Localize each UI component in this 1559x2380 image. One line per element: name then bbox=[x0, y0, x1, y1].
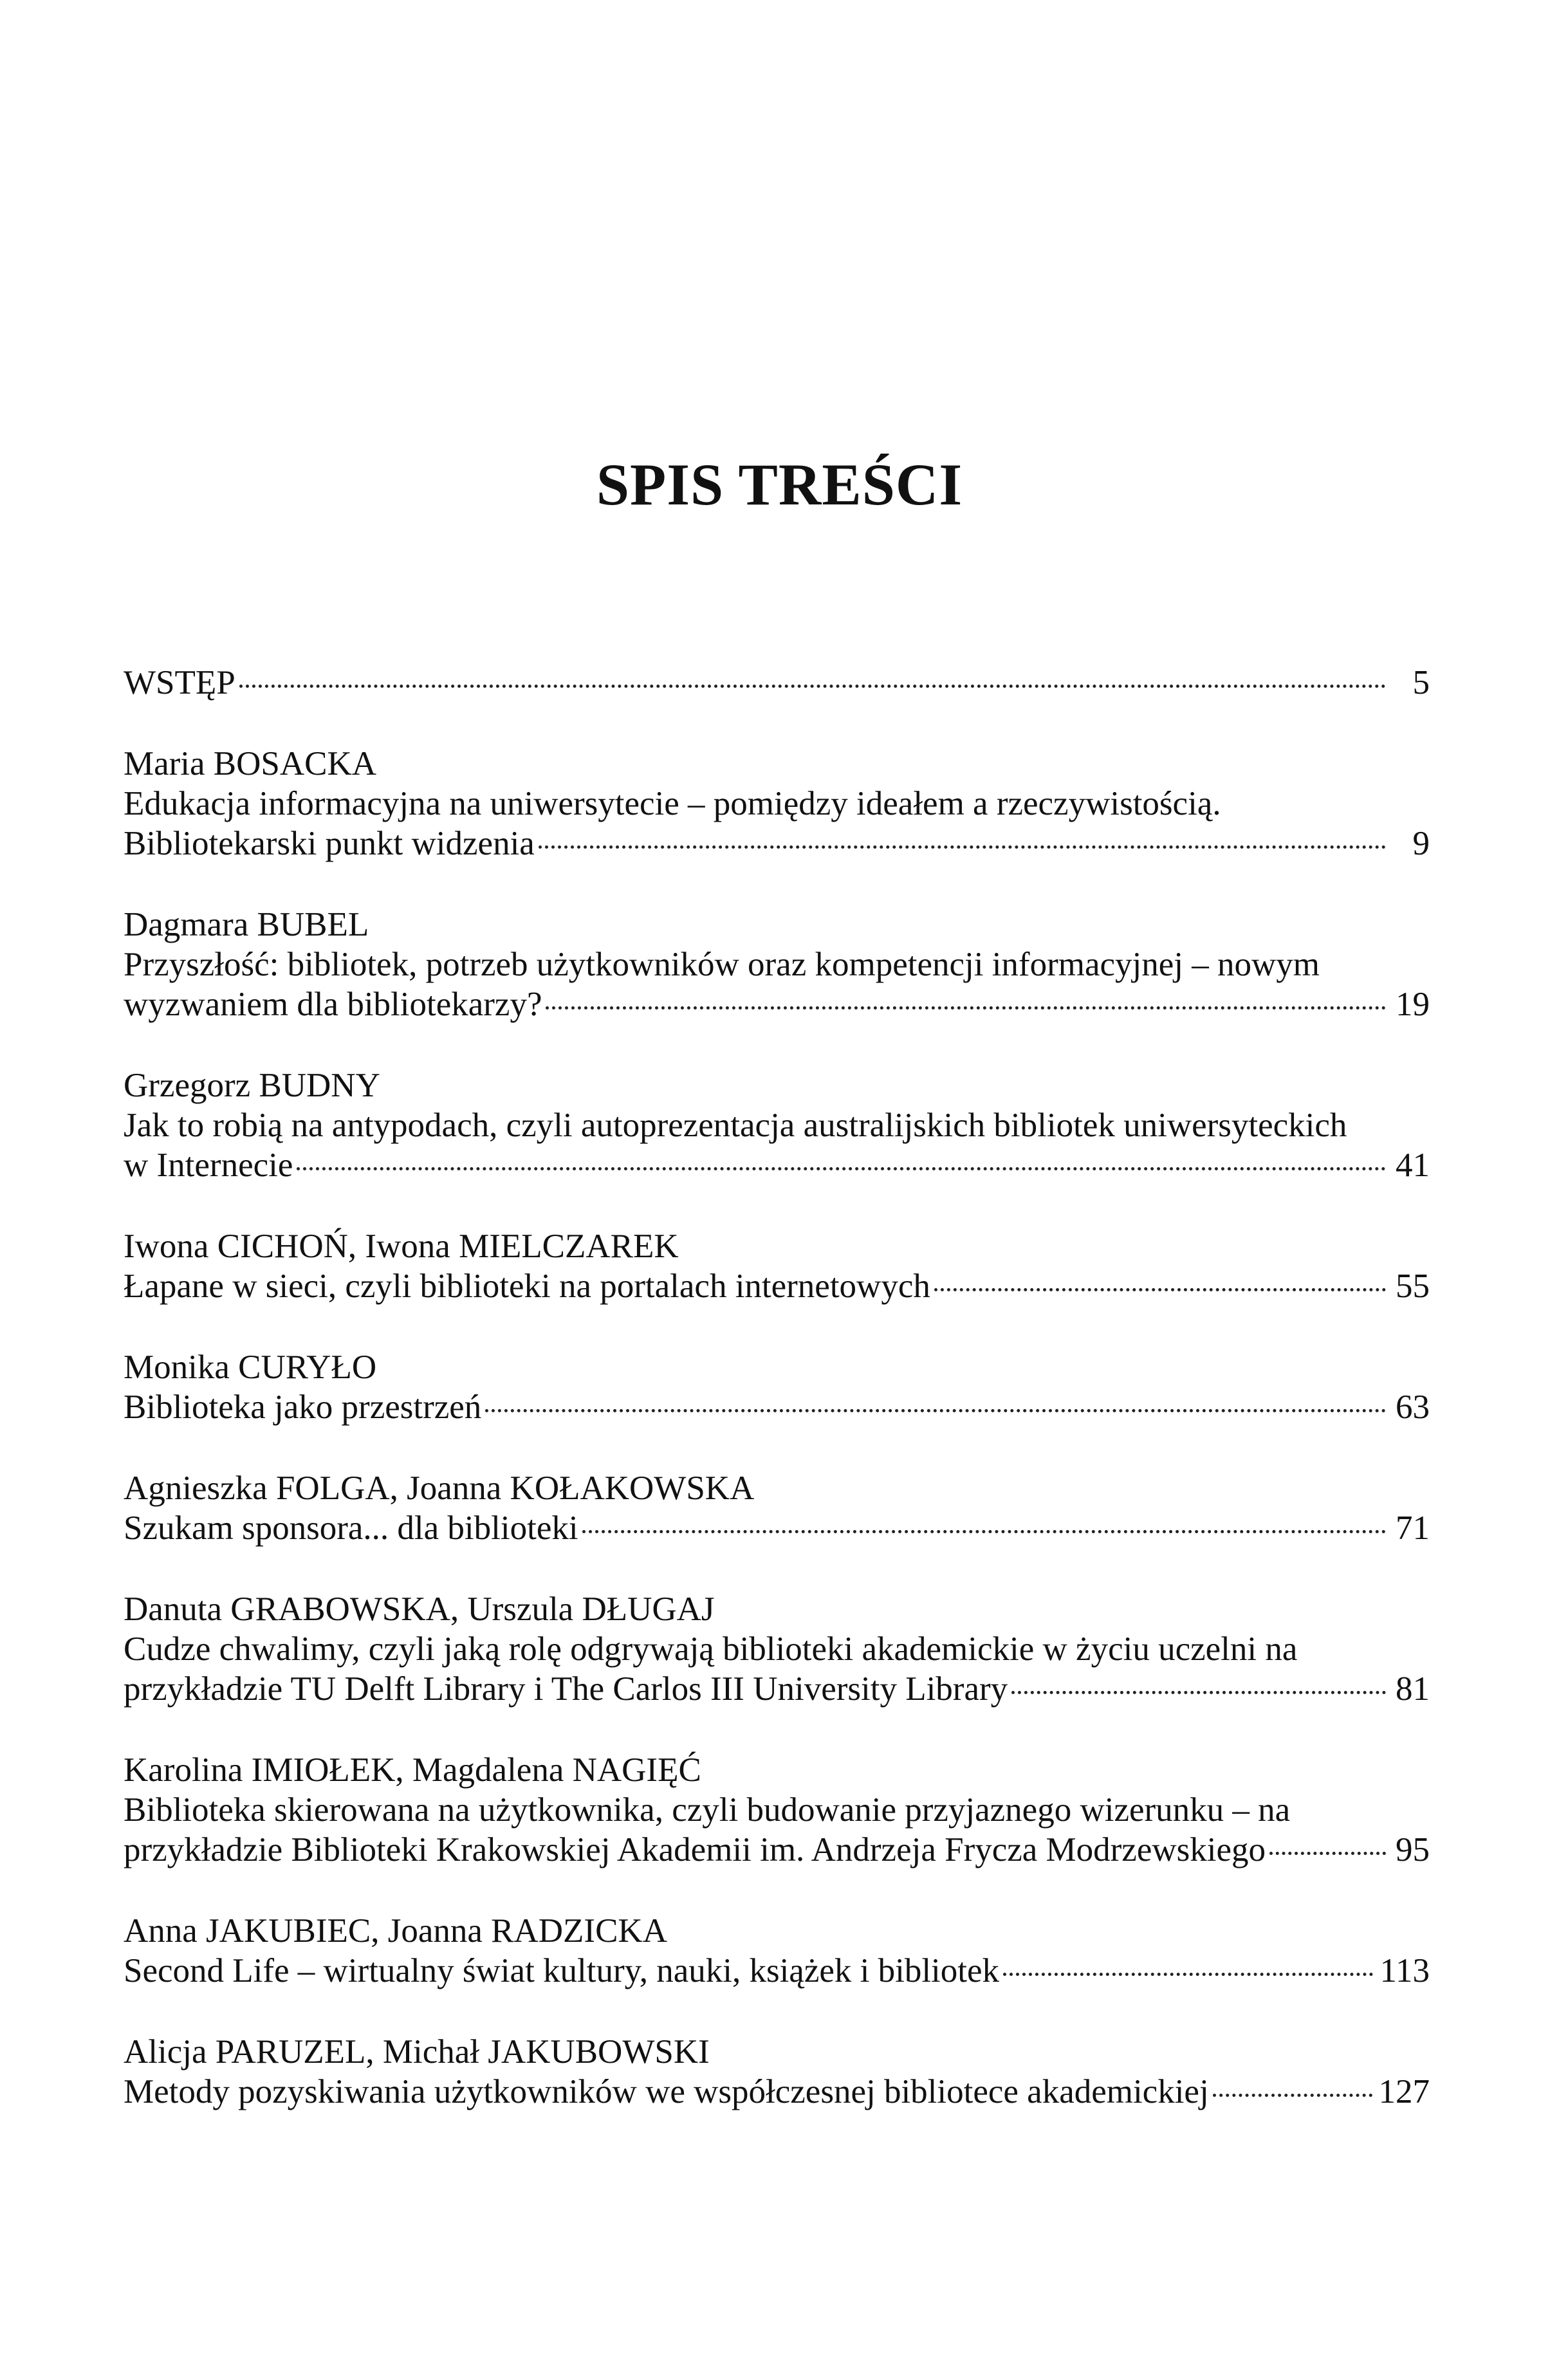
toc-page-number: 127 bbox=[1378, 2073, 1430, 2110]
toc-entry-title-line: Edukacja informacyjna na uniwersytecie – pomiędzy ideałem a rzeczywistością. bbox=[124, 785, 1221, 822]
toc-entry-author: Anna JAKUBIEC, Joanna RADZICKA bbox=[124, 1912, 667, 1950]
dot-leader bbox=[1011, 1691, 1386, 1694]
toc-entry-title: WSTĘP bbox=[124, 664, 235, 701]
dot-leader bbox=[297, 1167, 1386, 1170]
dot-leader bbox=[1003, 1973, 1373, 1976]
toc-entry-title: Metody pozyskiwania użytkowników we współczesnej bibliotece akademickiej bbox=[124, 2073, 1209, 2110]
dot-leader bbox=[1269, 1852, 1386, 1855]
table-of-contents bbox=[124, 663, 1430, 2112]
toc-entry-author: Agnieszka FOLGA, Joanna KOŁAKOWSKA bbox=[124, 1470, 755, 1507]
dot-leader bbox=[934, 1288, 1386, 1291]
toc-entry bbox=[124, 905, 1430, 1024]
toc-entry-title-line: Cudze chwalimy, czyli jaką rolę odgrywają biblioteki akademickie w życiu uczelni na bbox=[124, 1630, 1298, 1668]
page-title: SPIS TREŚCI bbox=[596, 452, 963, 517]
toc-page-number: 71 bbox=[1396, 1509, 1430, 1547]
toc-entry bbox=[124, 1750, 1430, 1870]
toc-entry-final-line bbox=[124, 663, 1430, 703]
toc-page-number: 19 bbox=[1396, 986, 1430, 1023]
toc-entry-final-line bbox=[124, 1951, 1430, 1991]
toc-page-number: 95 bbox=[1396, 1831, 1430, 1868]
dot-leader bbox=[1213, 2094, 1372, 2097]
dot-leader bbox=[485, 1409, 1386, 1412]
toc-entry-final-line bbox=[124, 1387, 1430, 1427]
toc-page-number: 5 bbox=[1412, 664, 1430, 701]
toc-entry-title: Biblioteka jako przestrzeń bbox=[124, 1388, 482, 1426]
toc-entry-author: Karolina IMIOŁEK, Magdalena NAGIĘĆ bbox=[124, 1751, 701, 1789]
toc-entry-author: Iwona CICHOŃ, Iwona MIELCZAREK bbox=[124, 1228, 679, 1265]
toc-entry bbox=[124, 1911, 1430, 1991]
toc-entry bbox=[124, 1347, 1430, 1427]
toc-entry-title: przykładzie Biblioteki Krakowskiej Akademii im. Andrzeja Frycza Modrzewskiego bbox=[124, 1831, 1266, 1868]
toc-entry-author: Dagmara BUBEL bbox=[124, 906, 369, 943]
toc-entry bbox=[124, 1589, 1430, 1709]
toc-page-number: 113 bbox=[1379, 1952, 1430, 1989]
toc-entry-final-line bbox=[124, 1830, 1430, 1870]
toc-page-number: 55 bbox=[1396, 1268, 1430, 1305]
toc-entry-title: przykładzie TU Delft Library i The Carlos III University Library bbox=[124, 1670, 1008, 1708]
toc-entry-final-line bbox=[124, 2072, 1430, 2112]
toc-entry-title: Bibliotekarski punkt widzenia bbox=[124, 825, 535, 862]
toc-entry bbox=[124, 1468, 1430, 1548]
toc-entry-final-line bbox=[124, 1145, 1430, 1185]
dot-leader bbox=[546, 1006, 1386, 1010]
toc-entry-title-line: Biblioteka skierowana na użytkownika, czyli budowanie przyjaznego wizerunku – na bbox=[124, 1791, 1291, 1829]
toc-page-number: 81 bbox=[1396, 1670, 1430, 1708]
toc-entry-title: wyzwaniem dla bibliotekarzy? bbox=[124, 986, 542, 1023]
toc-entry bbox=[124, 1226, 1430, 1306]
toc-entry bbox=[124, 1065, 1430, 1185]
toc-page-number: 9 bbox=[1412, 825, 1430, 862]
toc-entry-final-line bbox=[124, 1669, 1430, 1709]
dot-leader bbox=[539, 845, 1386, 849]
toc-entry-author: Maria BOSACKA bbox=[124, 745, 377, 782]
toc-page-number: 63 bbox=[1396, 1388, 1430, 1426]
dot-leader bbox=[239, 685, 1386, 688]
toc-entry-final-line bbox=[124, 1508, 1430, 1548]
toc-entry-title-line: Jak to robią na antypodach, czyli autoprezentacja australijskich bibliotek uniwersyteckich bbox=[124, 1107, 1347, 1144]
toc-entry bbox=[124, 2032, 1430, 2112]
toc-entry-title: Szukam sponsora... dla biblioteki bbox=[124, 1509, 578, 1547]
toc-page-number: 41 bbox=[1396, 1147, 1430, 1184]
toc-entry bbox=[124, 744, 1430, 863]
toc-entry-author: Monika CURYŁO bbox=[124, 1349, 377, 1386]
toc-entry-title-line: Przyszłość: bibliotek, potrzeb użytkowników oraz kompetencji informacyjnej – nowym bbox=[124, 946, 1320, 983]
toc-entry-author: Alicja PARUZEL, Michał JAKUBOWSKI bbox=[124, 2033, 710, 2071]
toc-entry-title: w Internecie bbox=[124, 1147, 293, 1184]
toc-entry bbox=[124, 663, 1430, 703]
toc-entry-title: Łapane w sieci, czyli biblioteki na portalach internetowych bbox=[124, 1268, 930, 1305]
toc-entry-final-line bbox=[124, 984, 1430, 1024]
toc-entry-final-line bbox=[124, 1266, 1430, 1306]
toc-entry-title: Second Life – wirtualny świat kultury, nauki, książek i bibliotek bbox=[124, 1952, 1000, 1989]
toc-entry-final-line bbox=[124, 824, 1430, 863]
toc-entry-author: Grzegorz BUDNY bbox=[124, 1067, 380, 1104]
toc-entry-author: Danuta GRABOWSKA, Urszula DŁUGAJ bbox=[124, 1591, 715, 1628]
dot-leader bbox=[582, 1530, 1386, 1533]
